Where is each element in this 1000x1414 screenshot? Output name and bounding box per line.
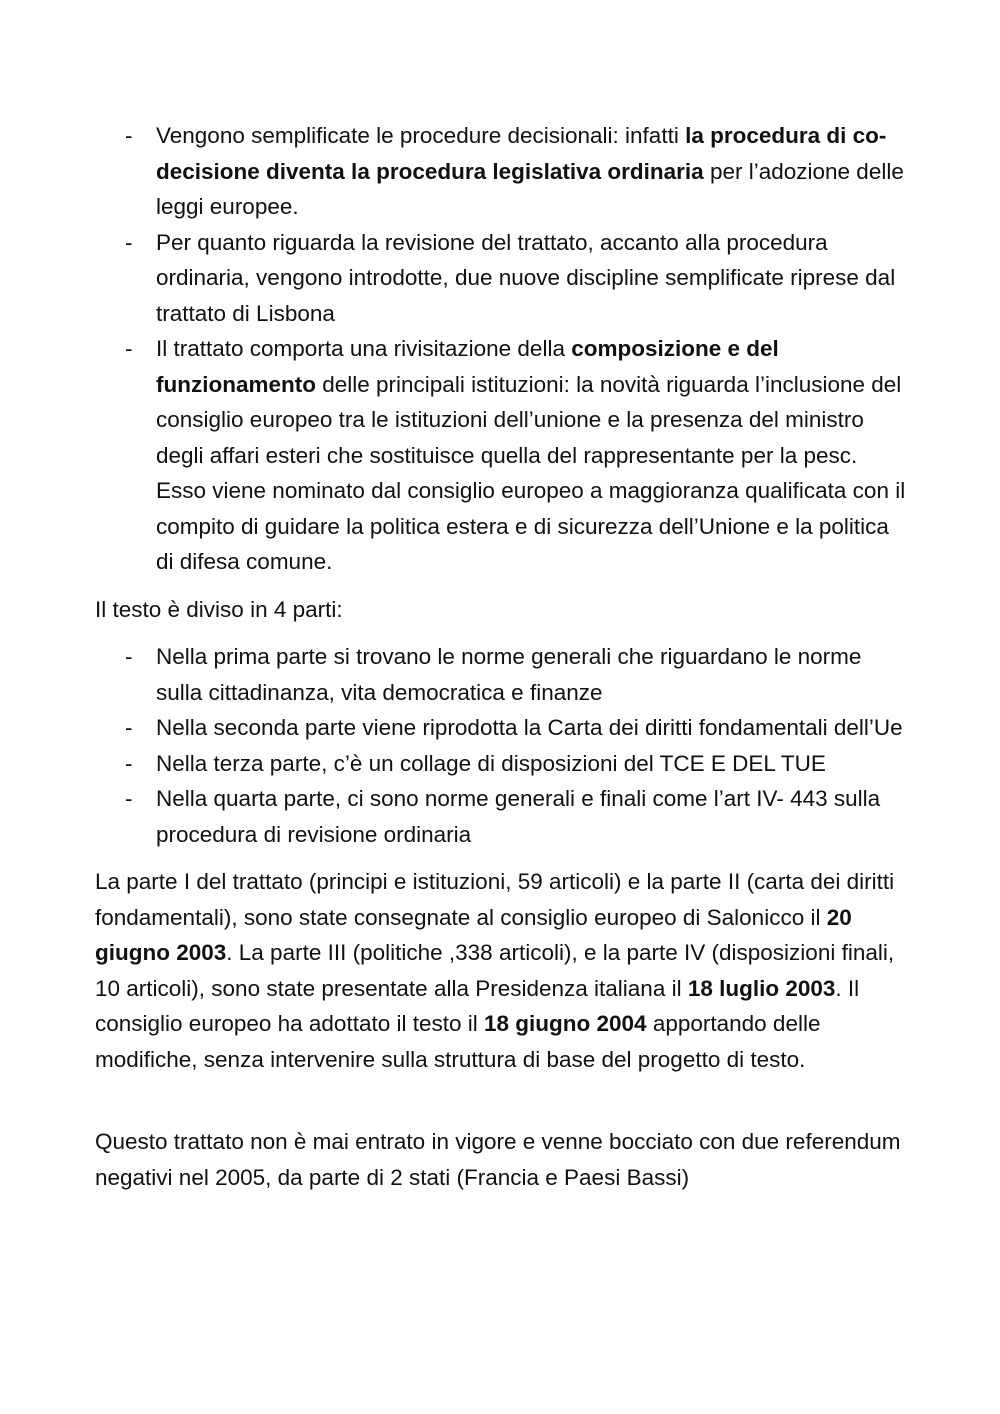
bullet-dash: - xyxy=(125,229,133,255)
list-item: - Nella seconda parte viene riprodotta la Carta dei diritti fondamentali dell’Ue xyxy=(95,710,907,746)
bullet-dash: - xyxy=(125,750,133,776)
document-content xyxy=(95,118,907,1195)
intro-paragraph: Il testo è diviso in 4 parti: xyxy=(95,596,343,622)
bullet-dash: - xyxy=(125,336,133,361)
list-item: - Per quanto riguarda la revisione del trattato, accanto alla procedura ordinaria, vengono introdotte, due nuove discipline semplificate riprese dal trattato di Lisbona xyxy=(95,225,907,332)
spacer xyxy=(95,1077,907,1124)
spacer xyxy=(95,580,907,592)
list-item: - Vengono semplificate le procedure decisionali: infatti la procedura di co-decisione diventa la procedura legislativa ordinaria per l’adozione delle leggi europee. xyxy=(95,118,907,225)
spacer xyxy=(95,627,907,639)
bullet-list-parts xyxy=(95,639,907,852)
list-item: - Nella quarta parte, ci sono norme generali e finali come l’art IV- 443 sulla procedura di revisione ordinaria xyxy=(95,781,907,852)
body-paragraph: La parte I del trattato (principi e istituzioni, 59 articoli) e la parte II (carta dei diritti fondamentali), sono state consegnate al consiglio europeo di Salonicco il 20 giugno 2003. La parte III (politiche ,338 articoli), e la parte IV (disposizioni finali, 10 articoli), sono state presentate alla Presidenza italiana il 18 luglio 2003. Il consiglio europeo ha adottato il testo il 18 giugno 2004 apportando delle modifiche, senza intervenire sulla struttura di base del progetto di testo. xyxy=(95,869,895,1072)
bullet-dash: - xyxy=(125,123,133,148)
bullet-dash: - xyxy=(125,786,133,811)
spacer xyxy=(95,852,907,864)
list-item: - Nella terza parte, c’è un collage di disposizioni del TCE E DEL TUE xyxy=(95,746,907,782)
bullet-dash: - xyxy=(125,644,133,669)
list-item: - Il trattato comporta una rivisitazione della composizione e del funzionamento delle principali istituzioni: la novità riguarda l’inclusione del consiglio europeo tra le istituzioni dell’unione e la presenza del ministro degli affari esteri che sostituisce quella del rappresentante per la pesc. Esso viene nominato dal consiglio europeo a maggioranza qualificata con il compito di guidare la politica estera e di sicurezza dell’Unione e la politica di difesa comune. xyxy=(95,331,907,580)
bullet-list-reforms xyxy=(95,118,907,580)
closing-paragraph: Questo trattato non è mai entrato in vigore e venne bocciato con due referendum negativi nel 2005, da parte di 2 stati (Francia e Paesi Bassi) xyxy=(95,1129,901,1190)
list-item: - Nella prima parte si trovano le norme generali che riguardano le norme sulla cittadinanza, vita democratica e finanze xyxy=(95,639,907,710)
bullet-dash: - xyxy=(125,715,133,740)
